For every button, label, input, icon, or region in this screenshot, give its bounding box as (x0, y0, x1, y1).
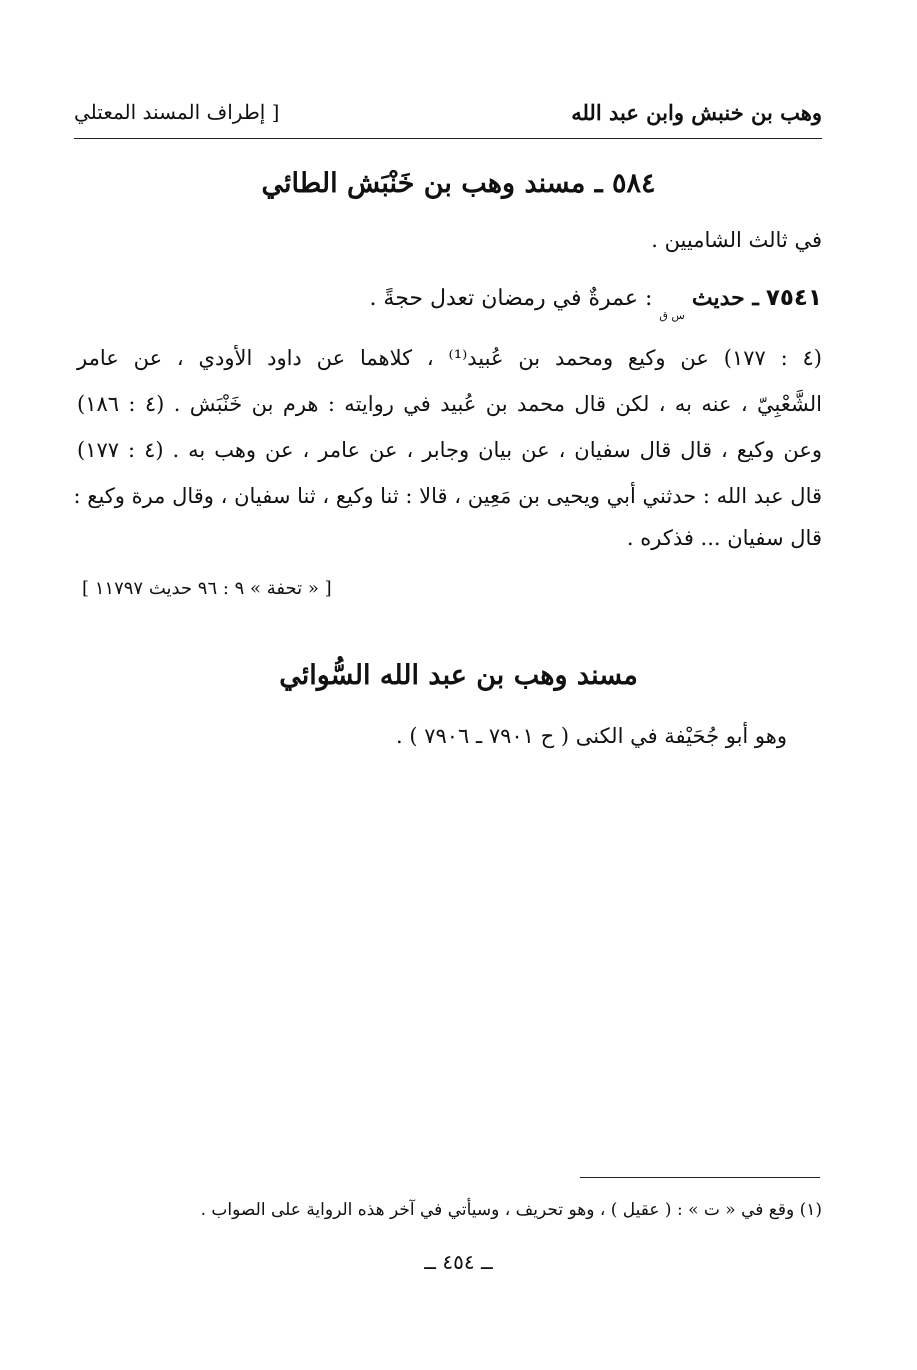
section-subtitle: في ثالث الشاميين . (651, 228, 822, 252)
section-title-wahb-khanbash: ٥٨٤ ـ مسند وهب بن خَنْبَش الطائي (261, 168, 656, 199)
section-kunya-note: وهو أبو جُحَيْفة في الكنى ( ح ٧٩٠١ ـ ٧٩٠٦ ) . (395, 724, 787, 748)
footnote-divider (580, 1177, 820, 1178)
hadith-heading (369, 285, 822, 322)
footnote: (١) وقع في « ت » : ( عقيل ) ، وهو تحريف ، وسيأتي في آخر هذه الرواية على الصواب . (200, 1200, 822, 1220)
hadith-text: : عمرةٌ في رمضان تعدل حجةً . (369, 286, 653, 311)
header-divider (74, 138, 822, 139)
body-line: الشَّعْبِيّ ، عنه به ، لكن قال محمد بن عُبيد في روايته : هرم بن خَنْبَش . (٤ : ١٨٦) (77, 392, 822, 416)
hadith-label: ـ حديث (691, 285, 759, 311)
hadith-number: ٧٥٤١ (765, 285, 822, 311)
body-line: قال عبد الله : حدثني أبي ويحيى بن مَعِين ، قالا : ثنا وكيع ، ثنا سفيان ، وقال مرة وكيع : (73, 484, 822, 508)
section-title-wahb-sawai: مسند وهب بن عبد الله السُّوائي (279, 660, 638, 691)
body-line: (٤ : ١٧٧) عن وكيع ومحمد بن عُبيد⁽¹⁾ ، كلاهما عن داود الأودي ، عن عامر (77, 346, 822, 370)
header-book-title: [ إطراف المسند المعتلي (74, 100, 280, 124)
running-header (74, 96, 822, 136)
body-line: وعن وكيع ، قال قال سفيان ، عن بيان وجابر ، عن عامر ، عن وهب به . (٤ : ١٧٧) (77, 438, 822, 462)
hadith-symbol: س ق (659, 309, 685, 322)
body-line: قال سفيان ... فذكره . (626, 526, 822, 550)
header-chapter-title: وهب بن خنبش وابن عبد الله (571, 100, 822, 125)
tuhfa-reference: [ « تحفة » ٩ : ٩٦ حديث ١١٧٩٧ ] (82, 578, 332, 599)
page-number: ــ ٤٥٤ ــ (424, 1250, 493, 1274)
